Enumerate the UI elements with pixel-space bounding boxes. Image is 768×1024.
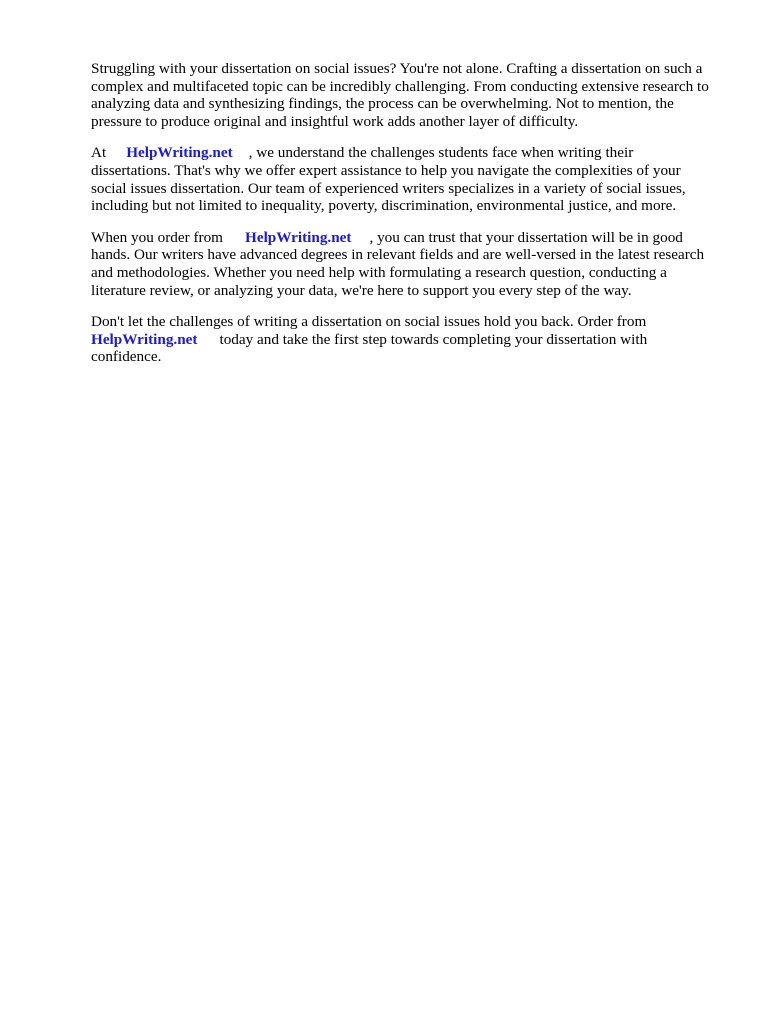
paragraph-closing [91, 313, 731, 366]
document-body [91, 60, 731, 380]
helpwriting-link[interactable]: HelpWriting.net [245, 228, 352, 246]
paragraph-about-lead: At [91, 144, 107, 162]
paragraph-order [91, 229, 731, 299]
helpwriting-link[interactable]: HelpWriting.net [126, 144, 233, 162]
paragraph-about-text: , we understand the challenges students face when writing their dissertations. That's why we offer expert assistance to help you navigate the complexities of your social issues dissertation. Our team of experienced writers specializes in a variety of social issues, including but not limited to inequality, poverty, discrimination, environmental justice, and more. [91, 144, 686, 215]
paragraph-about [91, 144, 731, 214]
paragraph-intro: Struggling with your dissertation on social issues? You're not alone. Crafting a dissertation on such a complex and multifaceted topic can be incredibly challenging. From conducting extensive research to analyzing data and synthesizing findings, the process can be overwhelming. Not to mention, the pressure to produce original and insightful work adds another layer of difficulty. [91, 60, 709, 130]
paragraph-closing-lead: Don't let the challenges of writing a dissertation on social issues hold you back. Order from [91, 313, 647, 331]
paragraph-order-text: , you can trust that your dissertation will be in good hands. Our writers have advanced degrees in relevant fields and are well-versed in the latest research and methodologies. Whether you need help with formulating a research question, conducting a literature review, or analyzing your data, we're here to support you every step of the way. [91, 228, 705, 299]
paragraph-order-lead: When you order from [91, 228, 224, 246]
paragraph-closing-text: today and take the first step towards completing your dissertation with confidence. [91, 330, 648, 366]
helpwriting-link[interactable]: HelpWriting.net [91, 330, 198, 348]
